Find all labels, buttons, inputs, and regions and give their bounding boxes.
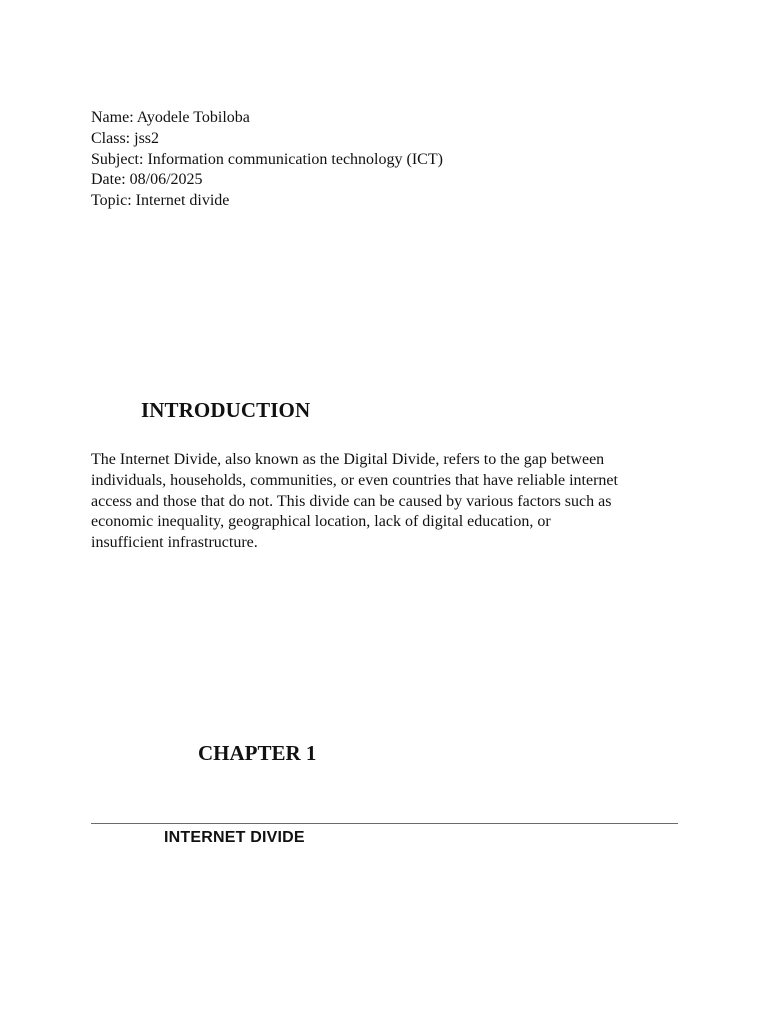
- paragraph-line: economic inequality, geographical location, lack of digital education, or: [91, 513, 551, 531]
- document-header: [91, 108, 443, 212]
- date-line: Date: 08/06/2025: [91, 171, 203, 189]
- introduction-paragraph: [91, 450, 681, 554]
- paragraph-line: insufficient infrastructure.: [91, 534, 258, 552]
- introduction-heading: INTRODUCTION: [141, 398, 311, 422]
- paragraph-line: individuals, households, communities, or even countries that have reliable internet: [91, 471, 618, 489]
- paragraph-line: access and those that do not. This divide can be caused by various factors such as: [91, 492, 612, 510]
- student-name: Name: Ayodele Tobiloba: [91, 109, 250, 126]
- paragraph-line: The Internet Divide, also known as the Digital Divide, refers to the gap between: [91, 451, 605, 468]
- section-title: INTERNET DIVIDE: [164, 829, 305, 846]
- chapter-heading: CHAPTER 1: [198, 741, 317, 765]
- student-class: Class: jss2: [91, 129, 160, 147]
- section-divider: [91, 823, 678, 824]
- topic-line: Topic: Internet divide: [91, 192, 230, 210]
- subject-line: Subject: Information communication technology (ICT): [91, 150, 443, 168]
